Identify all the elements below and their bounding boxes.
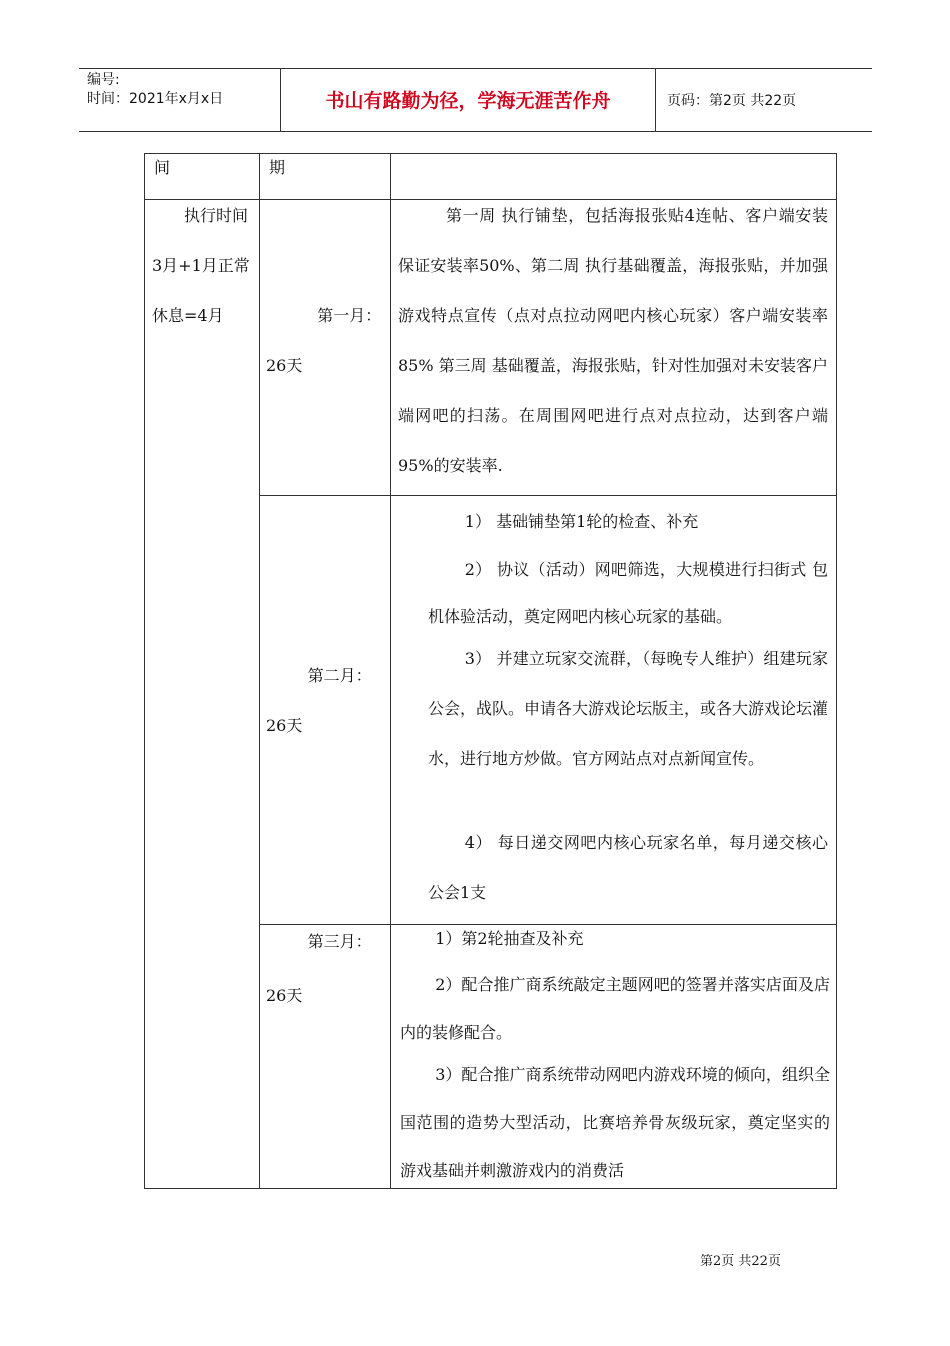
document-number-label: 编号:: [87, 72, 120, 88]
header-motto: 书山有路勤为径，学海无涯苦作舟: [325, 90, 611, 112]
row-divider: [144, 153, 837, 154]
document-time-label: 时间：2021年x月x日: [87, 91, 224, 107]
table-border: [144, 153, 145, 1189]
month-item: 2）配合推广商系统敲定主题网吧的签署并落实店面及店内的装修配合。: [400, 975, 830, 1042]
page-footer: 第2页 共22页: [700, 1254, 781, 1269]
page-header: [79, 68, 872, 132]
column-divider: [390, 153, 391, 1189]
cell-text: 间: [154, 158, 171, 177]
column-divider: [259, 153, 260, 1189]
header-page-number: 页码：第2页 共22页: [667, 93, 797, 109]
table-border: [836, 153, 837, 1189]
execution-time-cell: 执行时间3月+1月正常休息=4月: [152, 206, 250, 325]
month-label: 第一月：26天: [266, 306, 382, 375]
row-divider: [259, 495, 837, 496]
schedule-table: [144, 153, 837, 1189]
month-item: 3） 并建立玩家交流群，（每晚专人维护）组建玩家公会，战队。申请各大游戏论坛版主，或各大游戏论坛灌水，进行地方炒做。官方网站点对点新闻宣传。: [428, 649, 829, 768]
month-label: 第三月：26天: [266, 932, 372, 1005]
month-content: 第一周 执行铺垫，包括海报张贴4连帖、客户端安装保证安装率50%、第二周 执行基础覆盖，海报张贴，并加强游戏特点宣传（点对点拉动网吧内核心玩家）客户端安装率85% 第三周 基础覆盖，海报张贴，针对性加强对未安装客户端网吧的扫荡。在周围网吧进行点对点拉动，达到客户端95%的安装率.: [398, 206, 828, 475]
month-item: 2） 协议（活动）网吧筛选，大规模进行扫街式 包机体验活动，奠定网吧内核心玩家的基础。: [428, 560, 828, 626]
month-item: 4） 每日递交网吧内核心玩家名单，每月递交核心公会1支: [428, 833, 828, 902]
month-item: 3）配合推广商系统带动网吧内游戏环境的倾向，组织全国范围的造势大型活动，比赛培养骨灰级玩家，奠定坚实的游戏基础并刺激游戏内的消费活: [400, 1065, 830, 1180]
cell-text: 期: [269, 158, 286, 177]
month-label: 第二月：26天: [266, 666, 372, 735]
header-meta: [87, 71, 277, 109]
month-item: 1）第2轮抽查及补充: [435, 929, 584, 948]
month-item: 1） 基础铺垫第1轮的检查、补充: [464, 512, 699, 531]
header-divider: [655, 69, 656, 131]
